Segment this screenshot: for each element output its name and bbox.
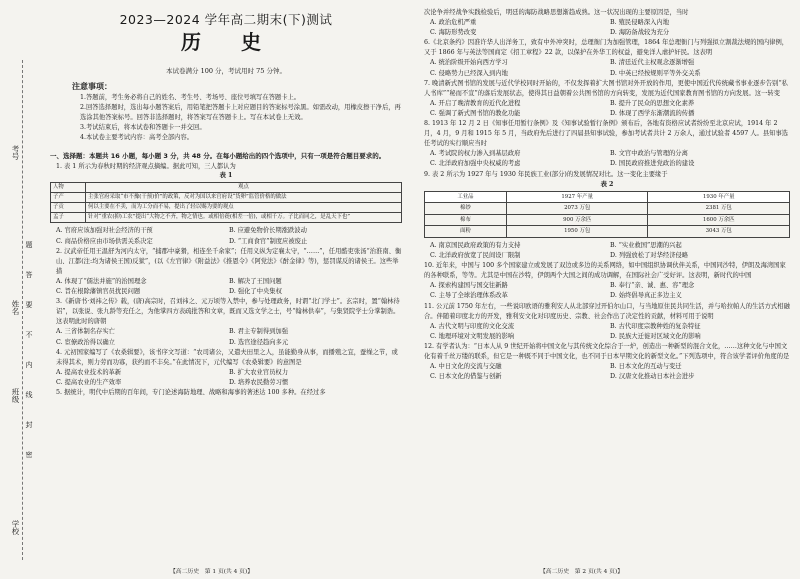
table-cell: 何以主要在不卖，而为工分而不易，提出了轻以赐为要的观点 <box>86 203 402 213</box>
table-cell: 孟子 <box>51 213 86 223</box>
question-6 <box>424 38 790 78</box>
option-a: A. 古代文明与印度的文化交流 <box>430 322 515 330</box>
table-cell: 3043 万包 <box>648 226 790 238</box>
options <box>424 322 790 332</box>
option-b: B. 古代印度宗教种姓的复杂特征 <box>610 322 701 330</box>
options <box>424 291 790 301</box>
table-2-label: 表 2 <box>600 180 614 188</box>
question-stem: 11. 公元前 1750 年左右，一些说印欧语的雅利安人从北部穿过开伯尔山口，与当地原住民共同生活，并与哈拉帕人的生活方式相融合。伴随着印度北方的开发，雅利安文化对印度历史、宗教、社会作出了决定性的贡献，材料可用于说明 <box>424 302 790 320</box>
option-c: C. 提高农业的生产效率 <box>56 378 122 386</box>
option-b: B. 日本文化的互动与变迁 <box>610 363 682 371</box>
question-1 <box>50 162 402 247</box>
options <box>424 251 790 261</box>
option-b: B. 应避免物价长期涨跌波动 <box>229 227 307 235</box>
question-stem: 10. 近年来，中国与 100 多个国家建立或发展了双边或多边的关系网络，如中国组织协调伙伴关系，中国同沙特，伊朗及海湾国家的各种联系，等等。尤其是中国在沙特，伊朗两个大国之间的成功调解，在国际社会广受好评。这表明，新时代的中国 <box>424 262 786 280</box>
option-b: B. 提升了民众的思想文化素养 <box>610 99 695 107</box>
option-d: D. 中英已经按规则平等外交关系 <box>610 69 701 77</box>
option-c: C. 强调了新式图书馆的教化功能 <box>430 109 521 117</box>
option-b: B. 君主专制得到加强 <box>229 328 289 336</box>
notice-item: 4.本试卷主要考试内容：高考全部内容。 <box>80 134 194 142</box>
options <box>50 368 402 378</box>
options <box>50 226 402 236</box>
question-stem: 5. 据统计，明代中后期的百年间，专门论述海防地理、战略和海事的著述达 100 多种。在经过多 <box>56 388 326 396</box>
question-stem: 3.《新唐书·刘祎之传》载，(唐)高宗时，召刘祎之、元万顷等入禁中，参与处理政务，时谓“北门学士”。玄宗时，置“翰林待诏”，以张说、张九龄等充任之，为他掌四方表疏批答和文章，既而又选文学之士，号“翰林供奉”，与集贤院学士分掌制诰。这表明此时的唐朝 <box>56 298 400 326</box>
option-d: D. 国民政府推进党政治的建设 <box>610 160 695 168</box>
subject-title: 历 史 <box>181 30 271 54</box>
table-header: 观点 <box>86 182 402 192</box>
exam-meta: 本试卷满分 100 分，考试用时 75 分钟。 <box>166 67 286 75</box>
table-2 <box>424 191 790 238</box>
options <box>424 159 790 169</box>
option-c: C. 海防形势改变 <box>430 29 477 37</box>
table-cell: 棉布 <box>425 214 507 226</box>
table-cell: 主张官府采取“市不豫(干预)价”的政策，反对为国以来官府设“货卵”监管价格的做法 <box>86 192 402 202</box>
page-1-footer: 【高二历史 第 1 页(共 4 页)】 <box>170 569 254 575</box>
option-a: A. 官府应该加强对社会经济的干预 <box>56 227 153 235</box>
table-1-label: 表 1 <box>219 171 233 179</box>
option-c: C. 主导了全球治理体系改革 <box>430 292 508 300</box>
school-label: 学校 <box>11 520 20 535</box>
question-4 <box>50 348 402 388</box>
option-a: A. 考试院的权力渗入到基层政府 <box>430 150 521 158</box>
page-1 <box>50 0 402 398</box>
table-header: 1927 年产量 <box>506 191 648 203</box>
option-a: A. 三省体制名存实亡 <box>56 328 115 336</box>
question-stem: 8. 1913 年 12 月 2 日《知事任用暂行条例》及《知事试验暂行条例》颁布后，各地有资格应试者纷纷至北京应试，1914 年 2 月，4 月，9 月和 1915 年 5 月，当政府先后进行了四届县知事试验，参加考试者共计 2 万余人，通过试验者 4597 人。县知事选任考试的实行顺应当时 <box>424 120 789 148</box>
question-5 <box>50 388 402 398</box>
option-c: C. 商品价格应由市场供需关系决定 <box>56 237 153 245</box>
option-a: A. 政治危机严重 <box>430 19 477 27</box>
question-stem: 次论争并经战争实践检验后，明廷的海防战略思想渐趋成熟。这一状况出现的主要原因是，当时 <box>424 9 689 16</box>
question-stem: 1. 表 1 所示为春秋时期的经济观点摘编。据此可知，三人都认为 <box>56 162 236 170</box>
options <box>50 378 402 388</box>
option-c: C. 侵略势力已经深入到内地 <box>430 69 508 77</box>
option-b: B. 奉行“亲、诚、惠、容”理念 <box>610 282 695 290</box>
exam-number-label: 考号 <box>11 145 20 160</box>
options <box>424 241 790 251</box>
option-d: D. “工商食官”制度应被废止 <box>229 237 308 245</box>
option-c: C. 北洋政府放宽了民间设厂限制 <box>430 252 521 260</box>
question-10 <box>424 261 790 301</box>
option-c: C. 宦僚政治得以确立 <box>56 338 115 346</box>
options <box>50 287 402 297</box>
options <box>424 109 790 119</box>
table-cell: 棉纱 <box>425 203 507 215</box>
options <box>50 327 402 337</box>
question-stem: 9. 表 2 所示为 1927 年与 1930 年民族工业(部分)的发展情况对比。这一变化主要缘于 <box>424 170 668 178</box>
option-a: A. 中日文化的交流与交融 <box>430 363 502 371</box>
class-label: 班级 <box>11 388 20 403</box>
options <box>424 281 790 291</box>
option-a: A. 体现了“儒法并施”的治国理念 <box>56 277 147 285</box>
page-2-footer: 【高二历史 第 2 页(共 4 页)】 <box>540 569 624 575</box>
option-d: D. 民族大迁徙对区域文化的影响 <box>610 332 701 340</box>
question-9 <box>424 170 790 262</box>
page-2 <box>424 8 790 382</box>
option-d: D. 海防备战较为充分 <box>610 29 670 37</box>
table-cell: 1600 万余匹 <box>648 214 790 226</box>
notice-section <box>50 81 402 143</box>
option-b: B. “实业救国”思潮的兴起 <box>610 241 682 249</box>
options <box>424 332 790 342</box>
options <box>50 338 402 348</box>
option-d: D. 强化了中央集权 <box>229 288 282 296</box>
option-d: D. 选官途径趋向多元 <box>229 338 289 346</box>
question-stem: 7. 晚清新式图书馆的发展与近代学校同时开始的，不仅发挥着扩大图书馆对外开放的作用，更使中国近代传统藏书事业逐步告别“私人书库”“秘而不宣”的落后发展状态，使得其日益朝着公共图书馆的方向转变，发展为近代国家教育图书馆的方向发展。这一转变 <box>424 79 788 97</box>
table-cell: 900 万余匹 <box>506 214 648 226</box>
option-b: B. 文官中政治与管理的分离 <box>610 150 688 158</box>
options <box>50 237 402 247</box>
options <box>424 58 790 68</box>
table-header: 人物 <box>51 182 86 192</box>
option-c: C. 地理环境对文明发展的影响 <box>430 332 515 340</box>
options <box>424 362 790 372</box>
option-a: A. 探索构建国与国交往新路 <box>430 282 508 290</box>
options <box>424 69 790 79</box>
table-header: 工业品 <box>425 191 507 203</box>
options <box>50 277 402 287</box>
question-11 <box>424 302 790 342</box>
option-c: C. 旨在根除藩镇官员扰民问题 <box>56 288 141 296</box>
question-3 <box>50 297 402 347</box>
option-a: A. 南京国民政府政策的有力支持 <box>430 241 521 249</box>
table-cell: 2073 万包 <box>506 203 648 215</box>
table-cell: 子产 <box>51 192 86 202</box>
option-b: B. 清廷近代主权观念逐渐增强 <box>610 59 695 67</box>
seal-text: 题 答 要 不 内 线 封 密 <box>25 241 33 459</box>
notice-item: 2.回答选择题时，选出每小题答案后，用铅笔把答题卡上对应题目的答案标号涂黑。如需改动，用橡皮擦干净后，再选涂其他答案标号。回答非选择题时，将答案写在答题卡上。写在本试卷上无效。 <box>80 104 401 122</box>
option-c: C. 日本文化的借鉴与创新 <box>430 373 502 381</box>
table-cell: 针对“重农(抑)工农”提出“大物之不齐，物之情也。或相倍蓰(相差一倍)，或相千万。子比而同之，是乱天下也” <box>86 213 402 223</box>
options <box>424 28 790 38</box>
question-8 <box>424 119 790 169</box>
option-a: A. 统治阶级开始向西方学习 <box>430 59 508 67</box>
notice-title: 注意事项： <box>72 82 112 91</box>
table-header: 1930 年产量 <box>648 191 790 203</box>
table-cell: 1950 万包 <box>506 226 648 238</box>
option-d: D. 始终倡导真正多边主义 <box>610 292 682 300</box>
option-a: A. 开启了晚清教育的近代化进程 <box>430 99 521 107</box>
table-1 <box>50 182 402 224</box>
question-7 <box>424 79 790 119</box>
notice-item: 1.答题前，考生务必将自己的姓名、考生号、考场号、座位号填写在答题卡上。 <box>80 94 301 101</box>
name-label: 姓名 <box>11 300 20 315</box>
table-cell: 子贡 <box>51 203 86 213</box>
section-heading: 一、选择题：本题共 16 小题，每小题 3 分，共 48 分。在每小题给出的四个选项中，只有一项是符合题目要求的。 <box>50 152 386 161</box>
table-cell: 面粉 <box>425 226 507 238</box>
question-12 <box>424 342 790 382</box>
option-b: B. 殖民侵略深入内地 <box>610 19 670 27</box>
options <box>424 372 790 382</box>
question-stem: 2. 汉武帝任用王温舒为河内太守，“捕郡中豪猾，相连坐千余家”；任用义纵为定襄太守，“……”，任用酷吏张汤“治淮南、衡山、江都(注:均为诸侯王国)反狱”，(以《左官律》《附益法》《推恩令》《阿党法》《酎金律》等)，惩罚谋反的诸侯王。这些举措 <box>56 247 402 275</box>
question-stem: 12. 有学者认为：“日本人从 9 世纪开始将中国文化与其传统文化综合于一炉，创造出一种新型的混合文化，……这种文化与中国文化有着千丝万缕的联系，但它是一种既不同于中国文化，也不同于日本早期文化的新型文化。”下列选项中，符合该学者评价角度的是 <box>424 342 790 360</box>
question-stem: 4. 元初国家编写了《农桑辑要》，该书序文写道：“农司诸公，又遣夫田里之人，虽能勤身从事，而播殖之宜，蚕缲之节，或未得其术，则力劳而功寡，获约而不丰矣。”在此情况下，元代编写《农桑辑要》的意图是 <box>56 348 398 366</box>
option-c: C. 北洋政府加强中央权威的考虑 <box>430 160 521 168</box>
question-stem: 6.《北京条约》因准许华人出洋务工，致有中外冲突时，总理衙门为加强管理，1864 年总理衙门与列强拟立割裁法规的国内律例，又于 1866 年与英法等国商定《招工章程》22 款，以保护在外华工的权益，避免洋人虐护奸民。这表明 <box>424 39 789 57</box>
option-d: D. 培养农民勤劳习惯 <box>229 378 289 386</box>
option-d: D. 汉唐文化推动日本社会进步 <box>610 373 695 381</box>
option-d: D. 列强放松了对华经济侵略 <box>610 252 689 260</box>
table-cell: 2381 万包 <box>648 203 790 215</box>
exam-title: 2023—2024 学年高二期末(下)测试 <box>119 12 333 27</box>
option-d: D. 体现了西学东渐潮流的传播 <box>610 109 695 117</box>
question-2 <box>50 247 402 297</box>
options <box>424 149 790 159</box>
option-b: B. 扩大农业官员权力 <box>229 368 289 376</box>
option-b: B. 解决了王国问题 <box>229 277 282 285</box>
notice-item: 3.考试结束后，将本试卷和答题卡一并交回。 <box>80 124 206 132</box>
options <box>424 99 790 109</box>
options <box>424 18 790 28</box>
question-5-continued <box>424 8 790 38</box>
option-a: A. 提高农业技术的革新 <box>56 368 122 376</box>
